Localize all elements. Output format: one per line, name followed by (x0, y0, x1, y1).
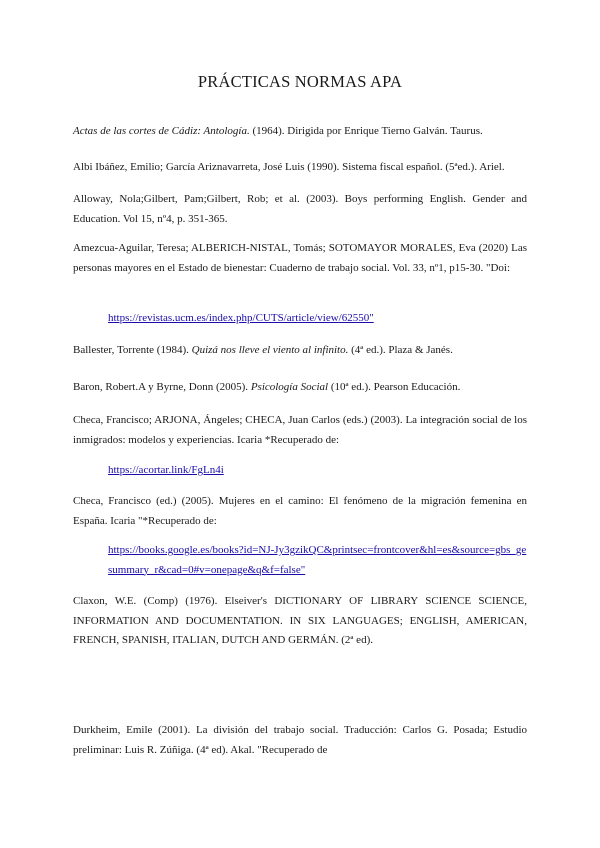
reference-text: Alloway, Nola;Gilbert, Pam;Gilbert, Rob; et al. (2003). Boys performing English. Gender and Education. Vol 15, nº4, p. 351-365. (73, 193, 527, 225)
reference-text: Baron, Robert.A y Byrne, Donn (2005). (73, 381, 251, 393)
reference-entry (73, 592, 527, 651)
reference-title-italic: Actas de las cortes de Cádiz: Antología. (73, 125, 250, 137)
reference-entry (73, 190, 527, 229)
reference-title-italic: Psicología Social (250, 381, 329, 393)
reference-entry (73, 411, 527, 450)
reference-entry (73, 492, 527, 531)
reference-entry (73, 122, 527, 142)
reference-text: Ballester, Torrente (1984). (73, 344, 192, 356)
reference-link[interactable]: https://acortar.link/FgLn4i (108, 464, 224, 476)
reference-text: (10ª ed.). Pearson Educación. (328, 381, 461, 393)
reference-entry (73, 239, 527, 278)
reference-link[interactable]: https://books.google.es/books?id=NJ-Jy3gzikQC&printsec=frontcover&hl=es&source=gbs_ge summary_r&cad=0#v=onepage&q&f=false" (108, 544, 527, 576)
reference-entry (73, 721, 527, 760)
reference-link[interactable]: https://revistas.ucm.es/index.php/CUTS/article/view/62550" (108, 312, 374, 324)
reference-text: (1964). Dirigida por Enrique Tierno Galván. Taurus. (249, 125, 483, 137)
reference-text: Checa, Francisco; ARJONA, Ángeles; CHECA, Juan Carlos (eds.) (2003). La integración social de los inmigrados: modelos y experiencias. Icaria *Recuperado de: (73, 414, 527, 446)
reference-entry (73, 341, 527, 361)
page-title: PRÁCTICAS NORMAS APA (197, 72, 403, 91)
reference-text: (4ª ed.). Plaza & Janés. (348, 344, 453, 356)
reference-text: Amezcua-Aguilar, Teresa; ALBERICH-NISTAL, Tomás; SOTOMAYOR MORALES, Eva (2020) Las personas mayores en el Estado de bienestar: Cuaderno de trabajo social. Vol. 33, nº1, p15-30. "Doi: (73, 242, 527, 274)
reference-text: Claxon, W.E. (Comp) (1976). Elseiver's DICTIONARY OF LIBRARY SCIENCE SCIENCE, INFORMATION AND DOCUMENTATION. IN SIX LANGUAGES; ENGLISH, AMERICAN, FRENCH, SPANISH, ITALIAN, DUTCH AND GERMÁN. (2ª ed). (73, 595, 527, 646)
reference-text: Albi Ibáñez, Emilio; García Ariznavarreta, José Luis (1990). Sistema fiscal español. (5ªed.). Ariel. (73, 161, 505, 173)
reference-text: Durkheim, Emile (2001). La división del trabajo social. Traducción: Carlos G. Posada; Estudio preliminar: Luis R. Zúñiga. (4ª ed). Akal. "Recuperado de (73, 724, 527, 756)
reference-title-italic: Quizá nos lleve el viento al infinito. (191, 344, 349, 356)
reference-text: Checa, Francisco (ed.) (2005). Mujeres en el camino: El fenómeno de la migración femenina en España. Icaria "*Recuperado de: (73, 495, 527, 527)
reference-entry (73, 378, 527, 398)
reference-entry (73, 158, 527, 178)
